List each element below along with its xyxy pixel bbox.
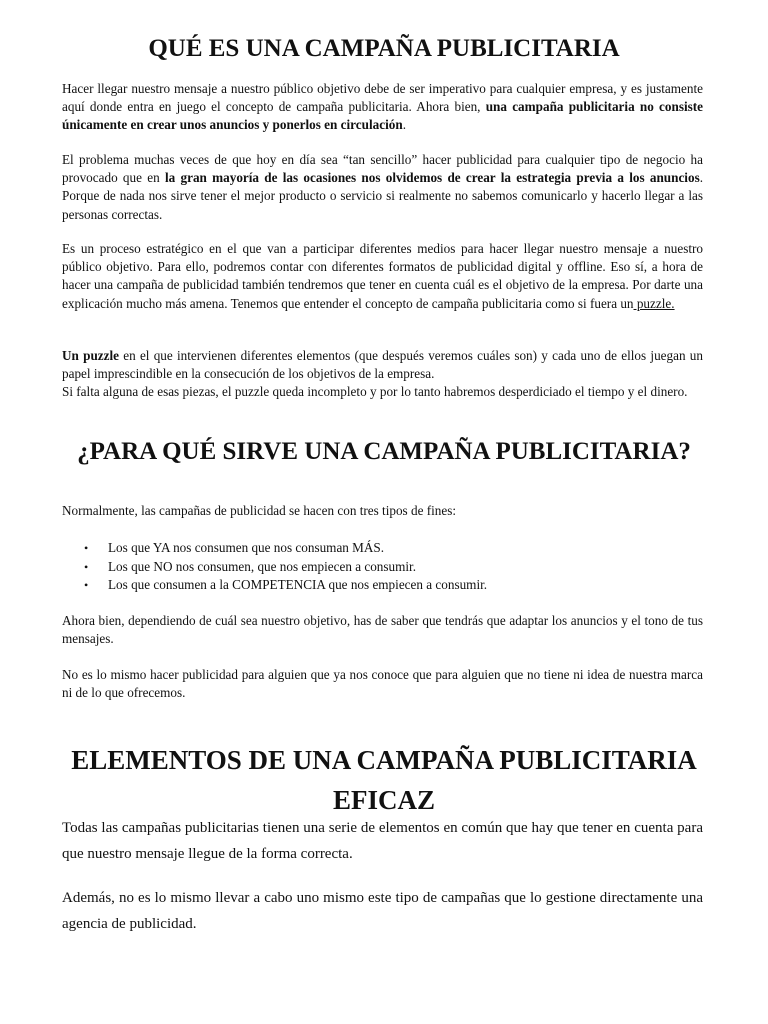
bold-text: una campaña publicitaria no consiste únicamente en crear unos anuncios y ponerlos en circulación <box>62 99 703 133</box>
bold-text: la gran mayoría de las ocasiones nos olvidemos de crear la estrategia previa a los anuncios <box>164 170 700 186</box>
bold-text: Un puzzle <box>62 348 119 363</box>
bullet-icon: • <box>84 559 89 574</box>
paragraph-text: Si falta alguna de esas piezas, el puzzle queda incompleto y por lo tanto habremos desperdiciado el tiempo y el dinero. <box>62 384 688 400</box>
paragraph-text: Normalmente, las campañas de publicidad se hacen con tres tipos de fines: <box>62 503 457 518</box>
bullet-icon: • <box>84 578 89 592</box>
paragraph-intro <box>62 80 703 135</box>
paragraph-text: El problema muchas veces de que hoy en día sea “tan sencillo” hacer publicidad para cualquier tipo de negocio ha provocado que en <box>62 152 703 186</box>
paragraph-text: Es un proceso estratégico en el que van a participar diferentes medios para hacer llegar nuestro mensaje a nuestro público objetivo. Para ello, podremos contar con diferentes formatos de publicidad digital y offline. Eso sí, a hora de hacer una campaña de publicidad también tendremos que tener en cuenta cuál es el objetivo de la empresa. Por darte una explicación mucho más amena. Tenemos que entender el concepto de campaña publicitaria como si fuera un <box>62 241 703 311</box>
paragraph-text: . Porque de nada nos sirve tener el mejor producto o servicio si realmente no sabemos comunicarlo y hacerlo llegar a las personas correctas. <box>62 170 703 222</box>
paragraph-adaptar <box>62 612 703 648</box>
paragraph-text: Todas las campañas publicitarias tienen una serie de elementos en común que hay que tener en cuenta para que nuestro mensaje llegue de la forma correcta. <box>62 820 703 862</box>
bullet-icon: • <box>84 541 89 555</box>
paragraph-text: Hacer llegar nuestro mensaje a nuestro público objetivo debe de ser imperativo para cualquier empresa, y es justamente aquí donde entra en juego el concepto de campaña publicitaria. Ahora bien, <box>62 81 703 115</box>
list-item-text: Los que NO nos consumen, que nos empiecen a consumir. <box>108 558 417 574</box>
list-item-text: Los que YA nos consumen que nos consuman MÁS. <box>108 540 385 555</box>
bullet-list <box>84 539 684 595</box>
paragraph-text: en el que intervienen diferentes elementos (que después veremos cuáles son) y cada uno de ellos juegan un papel imprescindible en la consecución de los objetivos de la empresa. <box>62 348 703 382</box>
list-item-text: Los que consumen a la COMPETENCIA que nos empiecen a consumir. <box>108 577 488 592</box>
puzzle-link[interactable]: puzzle. <box>633 295 675 311</box>
list-item <box>84 539 684 558</box>
paragraph-agencia <box>62 885 703 937</box>
paragraph-problema <box>62 151 703 224</box>
section-title-para-que-sirve: ¿PARA QUÉ SIRVE UNA CAMPAÑA PUBLICITARIA? <box>77 438 691 465</box>
paragraph-text: Además, no es lo mismo llevar a cabo uno mismo este tipo de campañas que lo gestione directamente una agencia de publicidad. <box>62 890 703 932</box>
list-item <box>84 576 684 595</box>
paragraph-text: . <box>402 117 406 133</box>
paragraph-no-es-lo-mismo <box>62 666 703 702</box>
paragraph-elementos-comun <box>62 815 703 867</box>
section-title-elementos: ELEMENTOS DE UNA CAMPAÑA PUBLICITARIA EFICAZ <box>71 745 697 815</box>
section-title-que-es: QUÉ ES UNA CAMPAÑA PUBLICITARIA <box>148 35 620 62</box>
paragraph-text: Ahora bien, dependiendo de cuál sea nuestro objetivo, has de saber que tendrás que adaptar los anuncios y el tono de tus mensajes. <box>62 613 703 647</box>
paragraph-text: No es lo mismo hacer publicidad para alguien que ya nos conoce que para alguien que no tiene ni idea de nuestra marca ni de lo que ofrecemos. <box>62 667 703 701</box>
list-item <box>84 558 684 577</box>
paragraph-proceso <box>62 240 703 313</box>
paragraph-puzzle <box>62 347 703 402</box>
paragraph-fines-intro <box>62 502 703 520</box>
